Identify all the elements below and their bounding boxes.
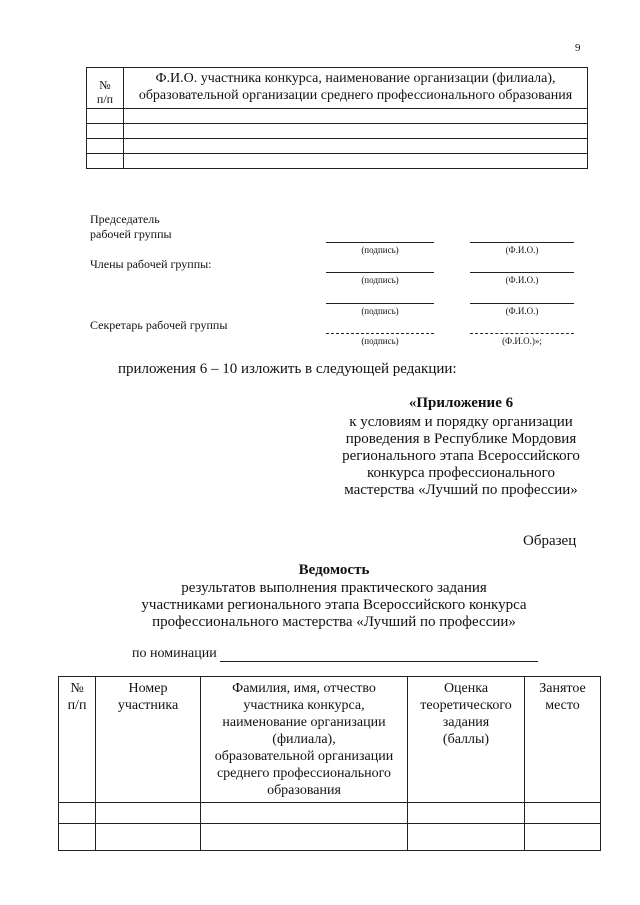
col-fullname-header [201, 677, 408, 803]
member2-sign-line [326, 303, 434, 304]
member1-name-caption: (Ф.И.О.) [505, 275, 539, 285]
col-name-header [124, 68, 588, 109]
appendix-line-1: к условиям и порядку организации [349, 414, 573, 430]
col-score-header [408, 677, 525, 803]
table-header-row [87, 68, 588, 109]
results-table [58, 676, 601, 851]
table-row [87, 124, 588, 139]
table-cell [525, 803, 601, 824]
table-row [59, 824, 601, 851]
appendix-line-2: проведения в Республике Мордовия [345, 431, 577, 447]
table-cell [201, 824, 408, 851]
table-cell [408, 803, 525, 824]
member1-sign-line [326, 272, 434, 273]
table-cell [59, 824, 96, 851]
appendix-line-3: регионального этапа Всероссийского [342, 448, 580, 464]
nomination-label: по номинации [132, 646, 217, 661]
sample-label: Образец [523, 533, 577, 549]
col-name-header-text: Ф.И.О. участника конкурса, наименование организации (филиала), образовательной организации среднего профессионального образования [138, 71, 573, 103]
col-score-header-text: Оценка теоретического задания (баллы) [420, 681, 512, 747]
appendix-line-4: конкурса профессионального [367, 465, 555, 481]
chair-name-line [470, 242, 574, 243]
participants-table [86, 67, 588, 169]
table-cell [87, 154, 124, 169]
member2-name-line [470, 303, 574, 304]
secretary-label: Секретарь рабочей группы [90, 318, 228, 332]
secretary-sign-caption: (подпись) [361, 336, 399, 346]
appendix-line-5: мастерства «Лучший по профессии» [344, 482, 578, 498]
table-cell [525, 824, 601, 851]
chair-label-1: Председатель [90, 212, 160, 226]
col-place-header [525, 677, 601, 803]
statement-line-2: участниками регионального этапа Всероссийского конкурса [141, 597, 527, 613]
secretary-name-line [470, 333, 574, 334]
chair-sign-line [326, 242, 434, 243]
table-cell [124, 154, 588, 169]
col-fullname-header-text: Фамилия, имя, отчество участника конкурса, наименование организации (филиала), образовательной организации среднего профессионального образования [214, 681, 394, 798]
member2-name-caption: (Ф.И.О.) [505, 306, 539, 316]
nomination-line [220, 661, 538, 662]
secretary-sign-line [326, 333, 434, 334]
statement-title: Ведомость [298, 562, 370, 578]
table-row [87, 139, 588, 154]
table-cell [124, 124, 588, 139]
table-cell [87, 124, 124, 139]
table-row [87, 154, 588, 169]
appendix-heading-text: «Приложение 6 [408, 395, 514, 411]
member1-sign-caption: (подпись) [361, 275, 399, 285]
table-cell [124, 139, 588, 154]
chair-sign-caption: (подпись) [361, 245, 399, 255]
col-number-header [59, 677, 96, 803]
amendment-paragraph: приложения 6 – 10 изложить в следующей редакции: [118, 361, 457, 377]
member2-sign-caption: (подпись) [361, 306, 399, 316]
table-row [59, 803, 601, 824]
members-label: Члены рабочей группы: [90, 257, 212, 271]
table-cell [87, 109, 124, 124]
table-cell [87, 139, 124, 154]
appendix-heading [330, 395, 592, 412]
col-place-header-text: Занятое место [539, 681, 586, 713]
table-header-row [59, 677, 601, 803]
col-number-header-text: № п/п [96, 78, 114, 106]
col-number-header [87, 68, 124, 109]
table-row [87, 109, 588, 124]
member1-name-line [470, 272, 574, 273]
table-cell [59, 803, 96, 824]
chair-label-2: рабочей группы [90, 227, 172, 241]
table-cell [124, 109, 588, 124]
table-cell [408, 824, 525, 851]
page-number: 9 [575, 42, 581, 54]
table-cell [96, 803, 201, 824]
statement-line-1: результатов выполнения практического задания [181, 580, 487, 596]
chair-name-caption: (Ф.И.О.) [505, 245, 539, 255]
statement-line-3: профессионального мастерства «Лучший по профессии» [152, 614, 516, 630]
col-participant-number-header-text: Номер участника [117, 681, 179, 713]
col-participant-number-header [96, 677, 201, 803]
table-cell [96, 824, 201, 851]
col-number-header-text: № п/п [67, 681, 87, 713]
table-cell [201, 803, 408, 824]
secretary-name-caption: (Ф.И.О.)»; [502, 336, 542, 346]
